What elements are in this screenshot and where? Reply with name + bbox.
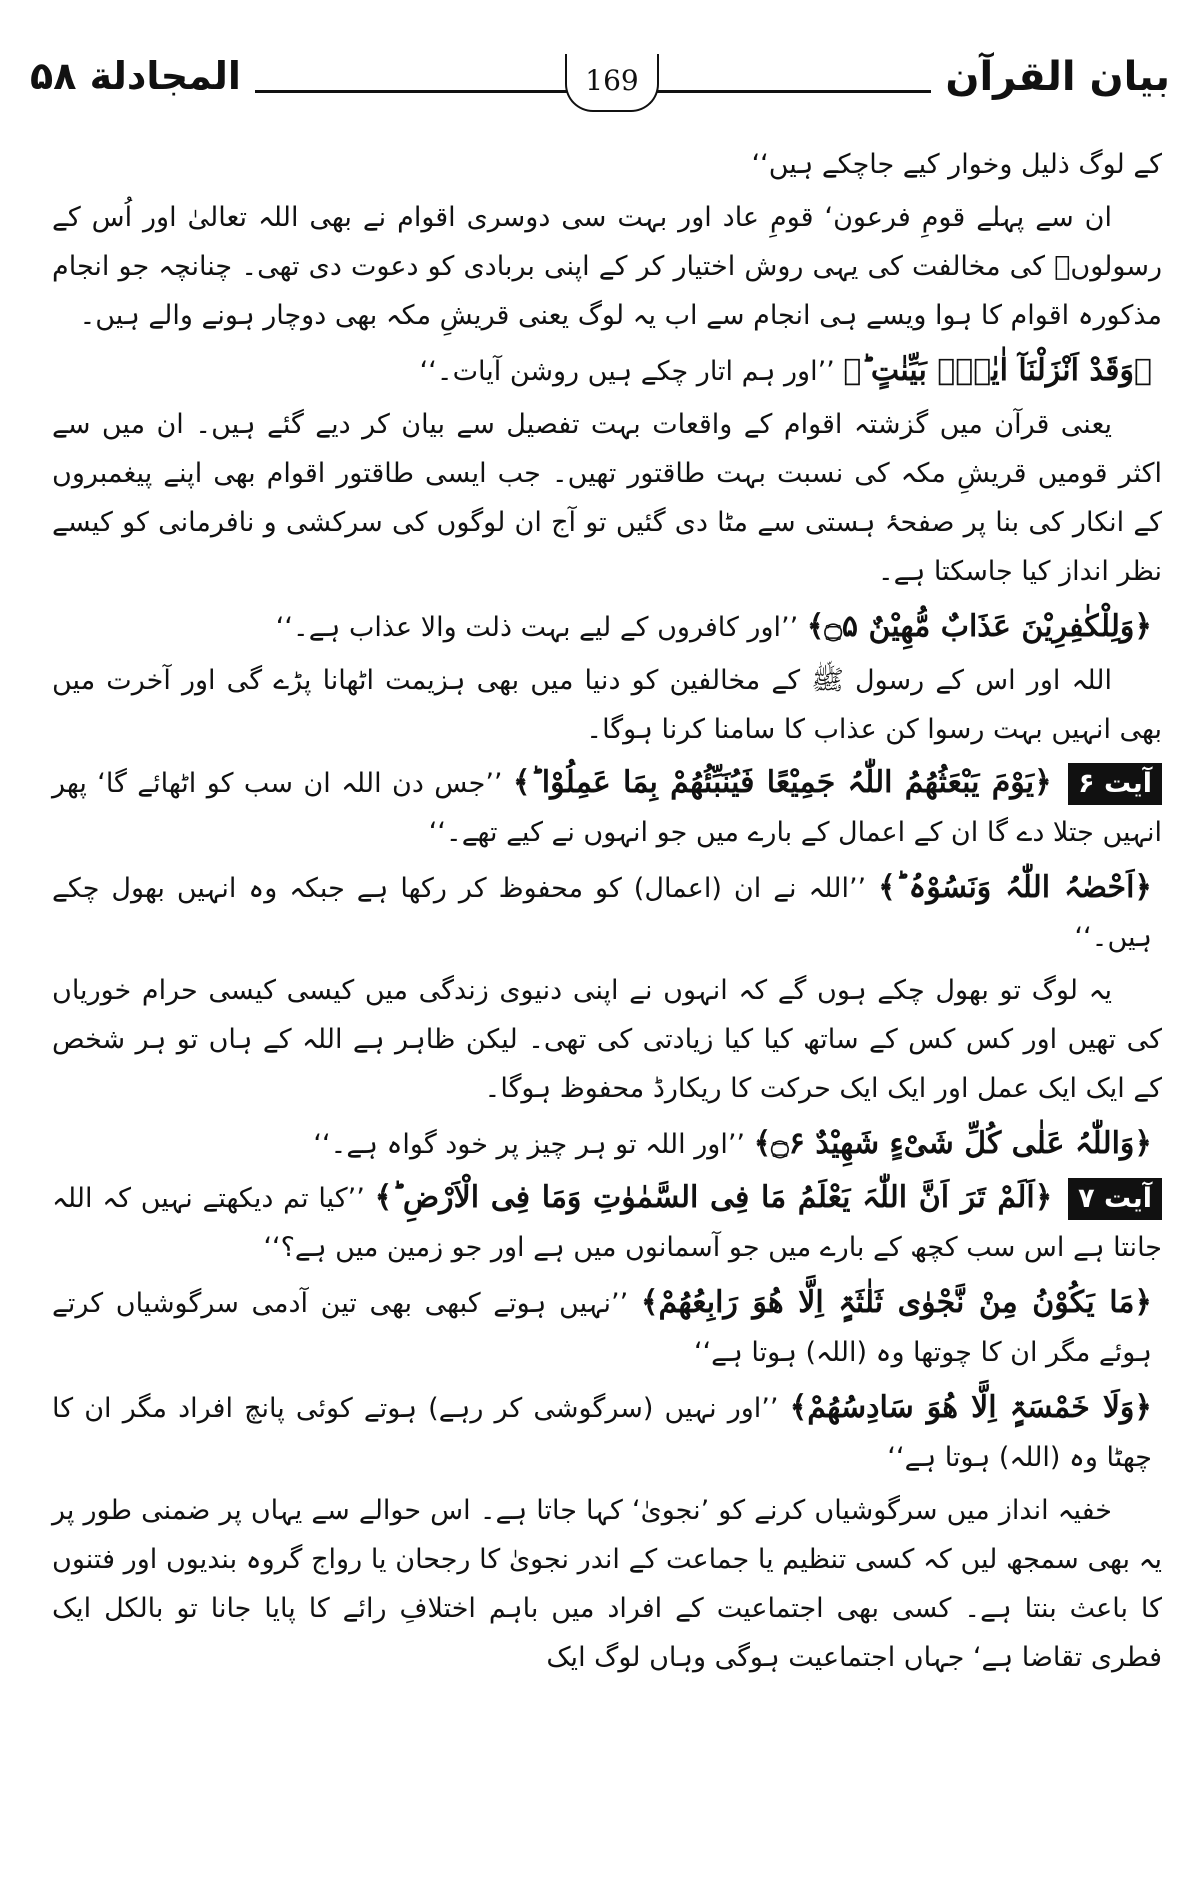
verse-translation: ’’کیا تم دیکھتے نہیں کہ اللہ جانتا ہے اس سب کچھ کے بارے میں جو آسمانوں میں ہے اور جو زمین میں ہے؟‘‘ (52, 1183, 1162, 1263)
paragraph: یہ لوگ تو بھول چکے ہوں گے کہ انہوں نے اپنی دنیوی زندگی میں کیسی کیسی حرام خوریاں کی تھیں اور کس کس کے ساتھ کیا کیا زیادتی کی تھی۔ لیکن ظاہر ہے اللہ کے ہاں تو ہر شخص کے ایک ایک عمل اور ایک ایک حرکت کا ریکارڈ محفوظ ہوگا۔ (52, 975, 1162, 1104)
quran-quote (52, 1278, 1162, 1377)
arabic-verse: ﴿وَلَا خَمْسَۃٍ اِلَّا ھُوَ سَادِسُھُمْ﴾ (789, 1390, 1152, 1425)
quran-quote (52, 602, 1162, 652)
page-number: 169 (565, 54, 659, 112)
verse-translation: ’’اور اللہ تو ہر چیز پر خود گواہ ہے۔‘‘ (313, 1129, 745, 1160)
quran-quote (52, 346, 1162, 396)
quran-quote (52, 1119, 1162, 1169)
surah-name: المجادلة ۵۸ (30, 54, 255, 98)
ayah-label: آیت ۶ (1068, 763, 1162, 805)
arabic-verse: ﴿مَا یَکُوْنُ مِنْ نَّجْوٰی ثَلٰثَۃٍ اِلَّا ھُوَ رَابِعُھُمْ﴾ (640, 1285, 1152, 1320)
arabic-verse: ﴿وَقَدْ اَنْزَلْنَآ اٰیٰتٍۢ بَیِّنٰتٍ ؕ﴾ (843, 353, 1152, 388)
paragraph: کے لوگ ذلیل وخوار کیے جاچکے ہیں‘‘ (751, 149, 1162, 180)
paragraph: اللہ اور اس کے رسول ﷺ کے مخالفین کو دنیا میں بھی ہزیمت اٹھانا پڑے گی اور آخرت میں بھی انہیں بہت رسوا کن عذاب کا سامنا کرنا ہوگا۔ (52, 665, 1162, 745)
ayah-label: آیت ۷ (1068, 1178, 1162, 1220)
quran-quote (52, 863, 1162, 962)
book-title: بیان القرآن (931, 54, 1170, 100)
arabic-verse: ﴿یَوْمَ یَبْعَثُھُمُ اللّٰہُ جَمِیْعًا فَیُنَبِّئُھُمْ بِمَا عَمِلُوْا ؕ﴾ (512, 765, 1052, 800)
verse-translation: ’’اور ہم اتار چکے ہیں روشن آیات۔‘‘ (419, 356, 835, 387)
page-header (30, 40, 1170, 120)
paragraph: یعنی قرآن میں گزشتہ اقوام کے واقعات بہت تفصیل سے بیان کر دیے گئے ہیں۔ ان میں سے اکثر قومیں قریشِ مکہ کی نسبت بہت طاقتور تھیں۔ جب ایسی طاقتور اقوام بھی اپنے پیغمبروں کے انکار کی بنا پر صفحۂ ہستی سے مٹا دی گئیں تو آج ان لوگوں کی سرکشی و نافرمانی کو کیسے نظر انداز کیا جاسکتا ہے۔ (52, 409, 1162, 587)
verse-translation: ’’نہیں ہوتے کبھی بھی تین آدمی سرگوشیاں کرتے ہوئے مگر ان کا چوتھا وہ (اللہ) ہوتا ہے‘‘ (52, 1288, 1152, 1368)
verse-translation: ’’اور نہیں (سرگوشی کر رہے) ہوتے کوئی پانچ افراد مگر ان کا چھٹا وہ (اللہ) ہوتا ہے‘‘ (52, 1393, 1152, 1473)
verse-translation: ’’جس دن اللہ ان سب کو اٹھائے گا‘ پھر انہیں جتلا دے گا ان کے اعمال کے بارے میں جو انہوں نے کیے تھے۔‘‘ (52, 768, 1162, 848)
paragraph: ان سے پہلے قومِ فرعون‘ قومِ عاد اور بہت سی دوسری اقوام نے بھی اللہ تعالیٰ اور اُس کے رسولوںؑ کی مخالفت کی یہی روش اختیار کر کے اپنی بربادی کو دعوت دی تھی۔ چنانچہ جو انجام مذکورہ اقوام کا ہوا ویسے ہی انجام سے اب یہ لوگ یعنی قریشِ مکہ بھی دوچار ہونے والے ہیں۔ (52, 202, 1162, 331)
ayah-block (52, 758, 1162, 857)
ayah-block (52, 1173, 1162, 1272)
arabic-verse: ﴿وَلِلْکٰفِرِیْنَ عَذَابٌ مُّھِیْنٌ ۝۵﴾ (806, 609, 1152, 644)
arabic-verse: ﴿اَلَمْ تَرَ اَنَّ اللّٰہَ یَعْلَمُ مَا فِی السَّمٰوٰتِ وَمَا فِی الْاَرْضِ ؕ﴾ (374, 1180, 1053, 1215)
quran-quote (52, 1383, 1162, 1482)
arabic-verse: ﴿وَاللّٰہُ عَلٰی کُلِّ شَیْءٍ شَھِیْدٌ ۝۶﴾ (753, 1126, 1152, 1161)
page-body (52, 140, 1162, 1686)
verse-translation: ’’اللہ نے ان (اعمال) کو محفوظ کر رکھا ہے جبکہ وہ انہیں بھول چکے ہیں۔‘‘ (52, 873, 1152, 953)
paragraph: خفیہ انداز میں سرگوشیاں کرنے کو ’نجویٰ‘ کہا جاتا ہے۔ اس حوالے سے یہاں پر ضمنی طور پر یہ بھی سمجھ لیں کہ کسی تنظیم یا جماعت کے اندر نجویٰ کا رجحان یا رواج گروہ بندیوں اور فتنوں کا باعث بنتا ہے۔ کسی بھی اجتماعیت کے افراد میں باہم اختلافِ رائے کا پایا جانا تو بالکل ایک فطری تقاضا ہے‘ جہاں اجتماعیت ہوگی وہاں لوگ ایک (52, 1495, 1162, 1673)
verse-translation: ’’اور کافروں کے لیے بہت ذلت والا عذاب ہے۔‘‘ (275, 612, 799, 643)
arabic-verse: ﴿اَحْصٰہُ اللّٰہُ وَنَسُوْہُ ؕ﴾ (878, 870, 1152, 905)
